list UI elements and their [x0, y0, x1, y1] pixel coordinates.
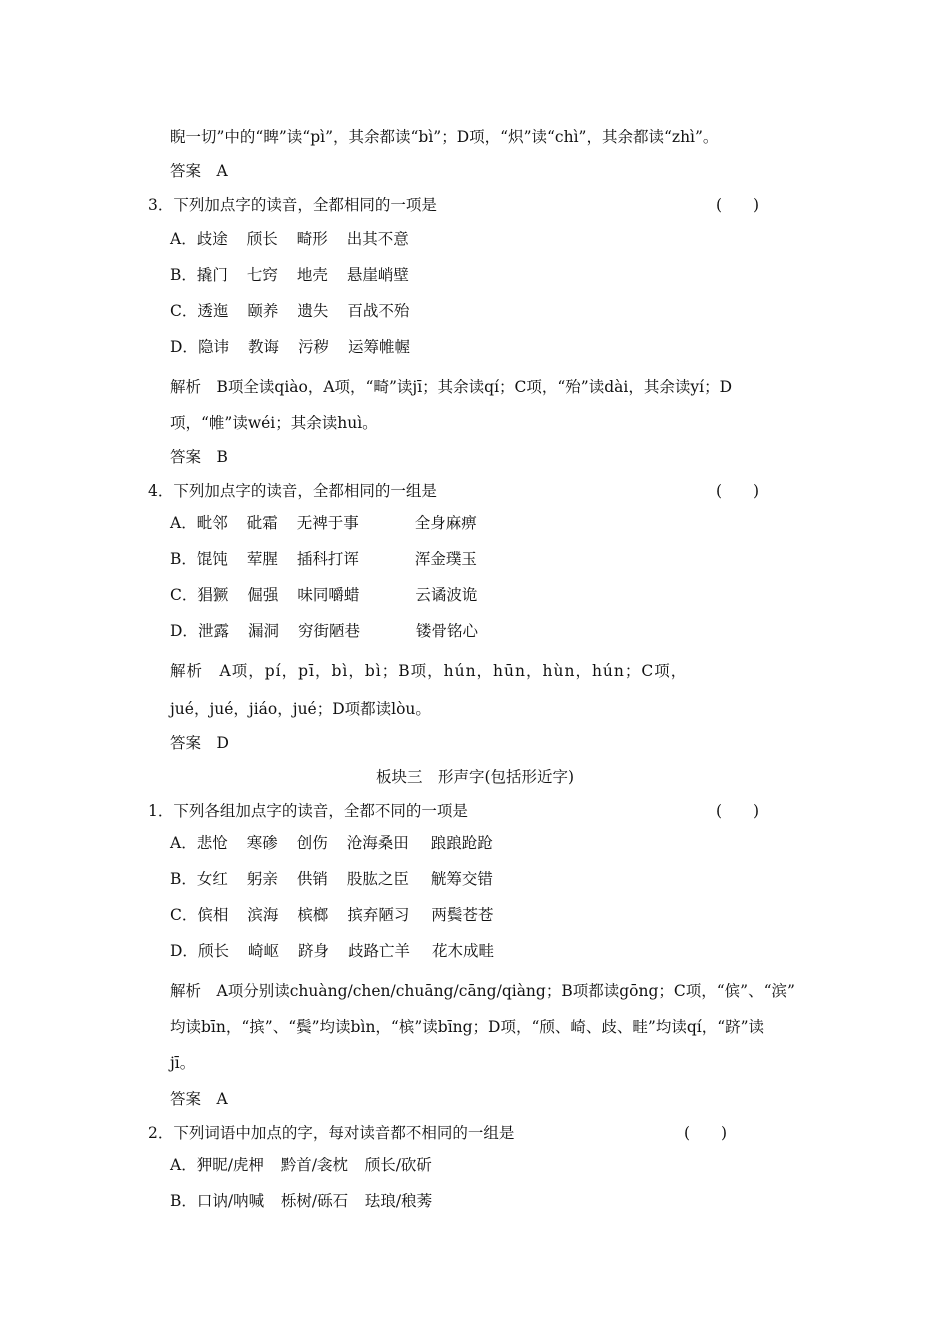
question-4-option-d: D．泄露 漏洞 穷街陋巷 镂骨铭心 [170, 622, 478, 640]
continued-explanation-line: 睨一切”中的“睥”读“pì”，其余都读“bì”；D项，“炽”读“chì”，其余都读“zhì”。 [170, 128, 719, 146]
question-3-answer: 答案 B [170, 448, 228, 466]
section-question-1-explanation-1: 解析 A项分别读chuàng/chen/chuāng/cāng/qiàng；B项都读gōng；C项，“傧”、“滨” [170, 982, 795, 1000]
section-question-2-stem: 2．下列词语中加点的字，每对读音都不相同的一组是 [148, 1124, 515, 1142]
question-3-explanation-1: 解析 B项全读qiào，A项，“畸”读jī；其余读qí；C项，“殆”读dài，其余读yí；D [170, 378, 732, 396]
section-question-1-answer: 答案 A [170, 1090, 228, 1108]
answer-line: 答案 A [170, 162, 228, 180]
question-4-explanation-2: jué，jué，jiáo，jué；D项都读lòu。 [170, 700, 431, 718]
section-question-1-explanation-3: jī。 [170, 1054, 196, 1072]
question-4-answer-blank: ( ) [716, 482, 760, 500]
question-3-explanation-2: 项，“帷”读wéi；其余读huì。 [170, 414, 378, 432]
question-4-stem: 4．下列加点字的读音，全都相同的一组是 [148, 482, 437, 500]
section-question-2-option-b: B．口讷/呐喊 栎树/砾石 珐琅/稂莠 [170, 1192, 433, 1210]
section-heading: 板块三 形声字(包括形近字) [375, 768, 575, 786]
question-4-option-a: A．毗邻 砒霜 无裨于事 全身麻痹 [170, 514, 477, 532]
section-question-2-answer-blank: ( ) [684, 1124, 728, 1142]
question-3-option-a: A．歧途 颀长 畸形 出其不意 [170, 230, 409, 248]
question-3-option-b: B．撬门 七窍 地壳 悬崖峭壁 [170, 266, 409, 284]
question-4-answer: 答案 D [170, 734, 229, 752]
question-3-stem: 3．下列加点字的读音，全都相同的一项是 [148, 196, 437, 214]
question-3-option-d: D．隐讳 教诲 污秽 运筹帷幄 [170, 338, 410, 356]
section-question-1-option-c: C．傧相 滨海 槟榔 摈弃陋习 两鬓苍苍 [170, 906, 494, 924]
section-question-1-explanation-2: 均读bīn，“摈”、“鬓”均读bìn，“槟”读bīng；D项，“颀、崎、歧、畦”均读qí，“跻”读 [170, 1018, 765, 1036]
question-4-option-b: B．馄饨 荤腥 插科打诨 浑金璞玉 [170, 550, 477, 568]
section-question-1-stem: 1．下列各组加点字的读音，全都不同的一项是 [148, 802, 468, 820]
section-question-2-option-a: A．狎昵/虎柙 黔首/衾枕 颀长/砍斫 [170, 1156, 432, 1174]
question-4-option-c: C．猖獗 倔强 味同嚼蜡 云谲波诡 [170, 586, 478, 604]
section-question-1-answer-blank: ( ) [716, 802, 760, 820]
question-3-option-c: C．透迤 颐养 遗失 百战不殆 [170, 302, 410, 320]
section-question-1-option-d: D．颀长 崎岖 跻身 歧路亡羊 花木成畦 [170, 942, 494, 960]
section-question-1-option-a: A．悲怆 寒碜 创伤 沧海桑田 踉踉跄跄 [170, 834, 493, 852]
question-3-answer-blank: ( ) [716, 196, 760, 214]
section-question-1-option-b: B．女红 躬亲 供销 股肱之臣 觥筹交错 [170, 870, 493, 888]
question-4-explanation-1: 解析 A项，pí，pī，bì，bì；B项，hún，hūn，hùn，hún；C项， [170, 662, 688, 680]
